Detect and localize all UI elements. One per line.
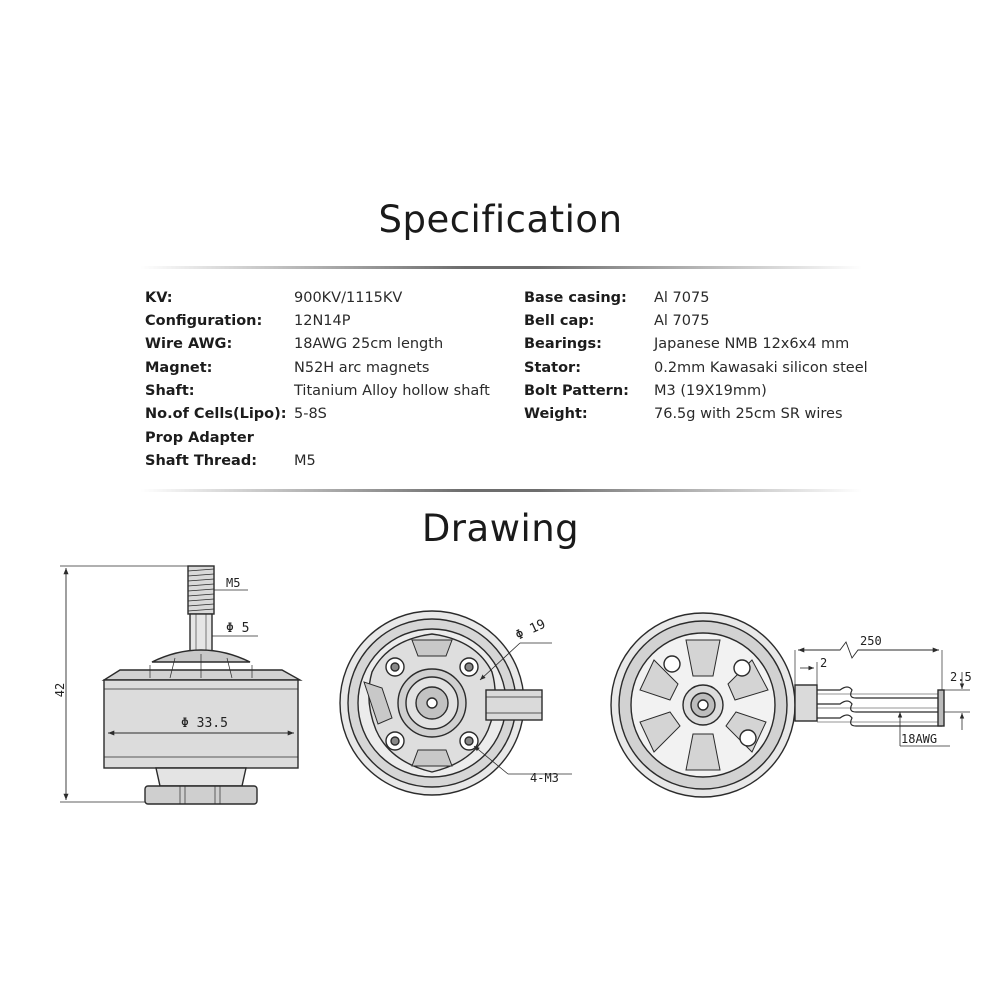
spec-value: 0.2mm Kawasaki silicon steel [654, 360, 868, 376]
spec-value: M5 [294, 453, 316, 469]
spec-value: M3 (19X19mm) [654, 383, 767, 399]
spec-value: Titanium Alloy hollow shaft [294, 383, 490, 399]
wire-gauge-label: 18AWG [901, 732, 938, 746]
spec-value: 12N14P [294, 313, 351, 329]
spec-label: Magnet: [145, 360, 213, 376]
spec-label: No.of Cells(Lipo): [145, 406, 287, 422]
wire-diameter-label: 2.5 [950, 670, 972, 684]
bolt-circle-label: Φ 19 [513, 616, 549, 644]
spec-label: Shaft Thread: [145, 453, 257, 469]
drawing-title: Drawing [421, 507, 580, 550]
spec-label: Wire AWG: [145, 336, 233, 352]
spec-label: Base casing: [524, 290, 627, 306]
spec-value: Al 7075 [654, 313, 710, 329]
spec-label: Bearings: [524, 336, 602, 352]
side-view [53, 566, 300, 804]
spec-label: Weight: [524, 406, 588, 422]
spec-value: 900KV/1115KV [294, 290, 403, 306]
spec-label: KV: [145, 290, 173, 306]
spec-value: 18AWG 25cm length [294, 336, 444, 352]
spec-label: Prop Adapter [145, 430, 254, 446]
bottom-view [340, 611, 572, 795]
thread-label: M5 [226, 576, 241, 590]
wire-length-label: 250 [860, 634, 882, 648]
specification-title: Specification [378, 198, 623, 241]
spec-label: Configuration: [145, 313, 263, 329]
offset-label: 2 [820, 656, 828, 670]
spec-value: Japanese NMB 12x6x4 mm [654, 336, 850, 352]
spec-value: Al 7075 [654, 290, 710, 306]
height-dimension: 42 [53, 682, 67, 698]
spec-label: Bell cap: [524, 313, 595, 329]
body-diameter-label: Φ 33.5 [181, 716, 228, 731]
spec-value: 76.5g with 25cm SR wires [654, 406, 843, 422]
spec-value: N52H arc magnets [294, 360, 430, 376]
shaft-diameter-label: Φ 5 [226, 621, 250, 636]
top-view [611, 613, 972, 797]
spec-label: Stator: [524, 360, 582, 376]
spec-label: Bolt Pattern: [524, 383, 629, 399]
bolt-spec-label: 4-M3 [530, 771, 559, 785]
spec-value: 5-8S [294, 406, 327, 422]
spec-label: Shaft: [145, 383, 195, 399]
